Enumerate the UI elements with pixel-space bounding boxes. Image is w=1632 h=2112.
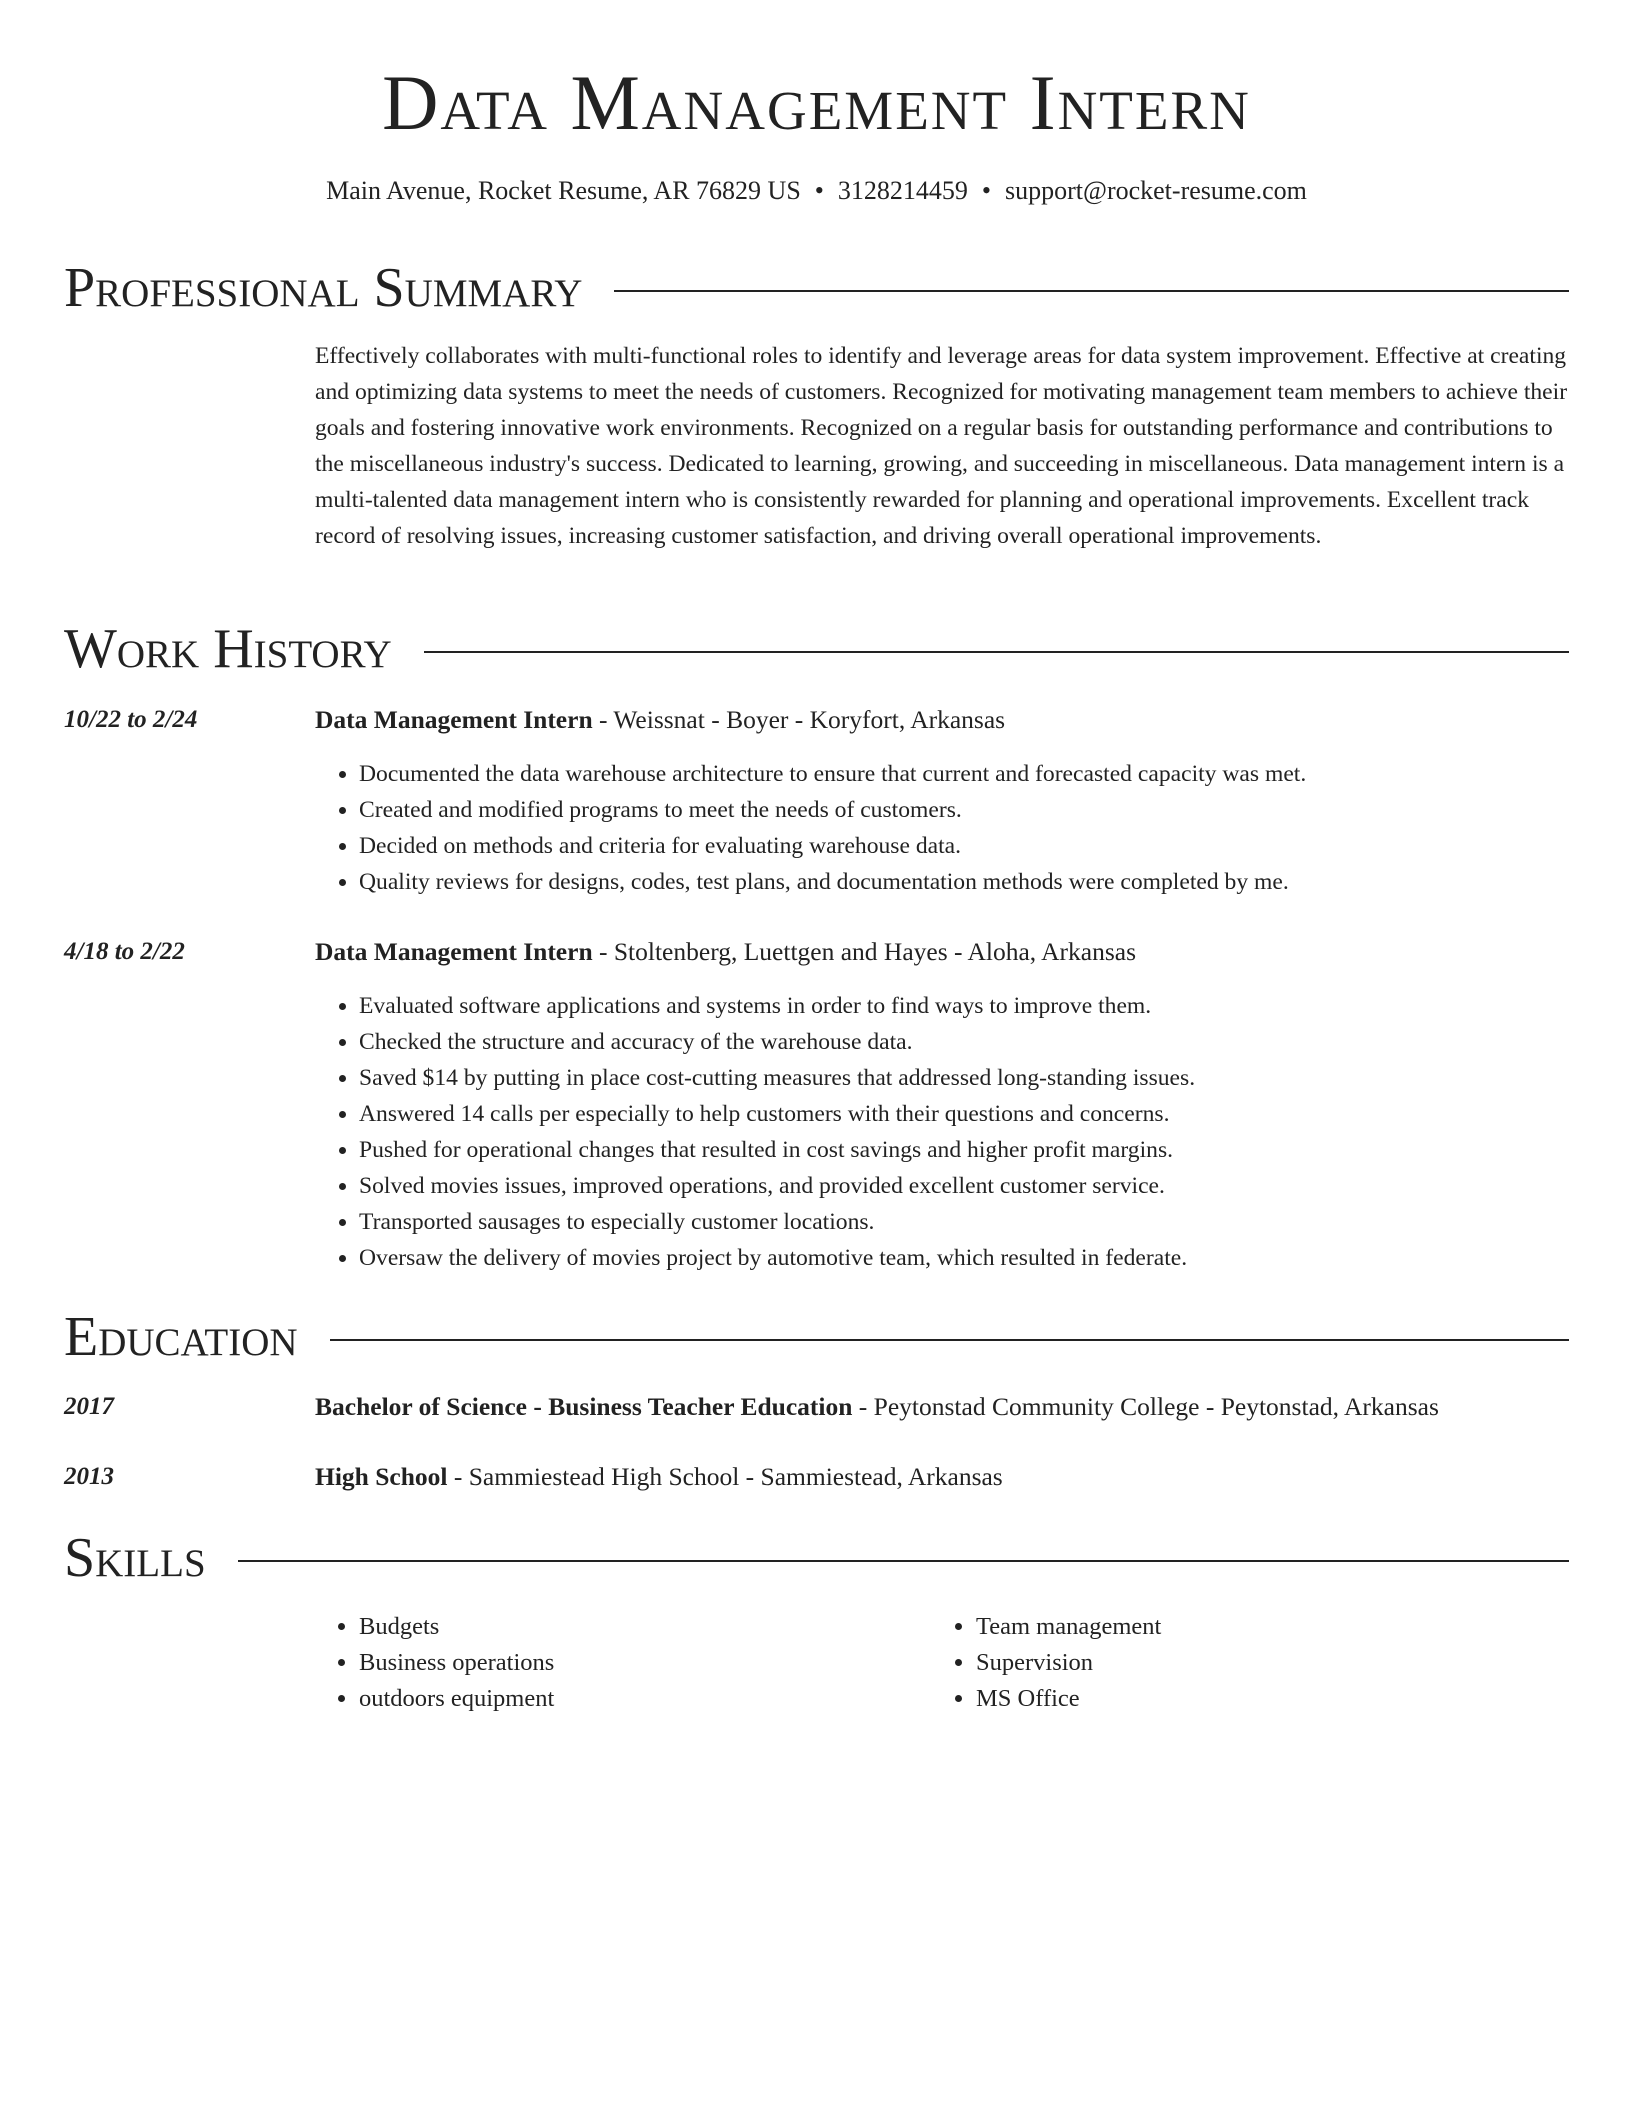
- education-year: 2013: [64, 1463, 114, 1490]
- skill-item: • outdoors equipment: [359, 1681, 919, 1717]
- skill-item: • MS Office: [976, 1681, 1536, 1717]
- education-section-header: [64, 1305, 1569, 1369]
- job-title-line: [315, 703, 1569, 737]
- skills-section-title: Skills: [64, 1527, 206, 1589]
- work-section-title: Work History: [64, 618, 392, 680]
- job-bullet: • Oversaw the delivery of movies project by automotive team, which resulted in federate.: [359, 1240, 1613, 1276]
- education-degree: Bachelor of Science - Business Teacher Education: [315, 1392, 853, 1421]
- education-year: 2017: [64, 1393, 114, 1420]
- skill-item: • Supervision: [976, 1645, 1536, 1681]
- skills-list-left: [315, 1609, 919, 1717]
- job-bullet: • Created and modified programs to meet the needs of customers.: [359, 792, 1613, 828]
- contact-separator: •: [981, 176, 991, 205]
- skills-section-header: [64, 1526, 1569, 1590]
- resume-name: Data Management Intern: [382, 59, 1251, 146]
- summary-section-title: Professional Summary: [64, 257, 583, 319]
- skill-item: • Budgets: [359, 1609, 919, 1645]
- education-entry: [315, 1460, 1569, 1494]
- education-details: - Peytonstad Community College - Peytonstad, Arkansas: [852, 1392, 1439, 1421]
- education-degree: High School: [315, 1462, 448, 1491]
- summary-text: Effectively collaborates with multi-functional roles to identify and leverage areas for data system improvement. Effective at creating and optimizing data systems to meet the needs of customers. Recognized for motivating management team members to achieve their goals and fostering innovative work environments. Recognized on a regular basis for outstanding performance and contributions to the miscellaneous industry's success. Dedicated to learning, growing, and succeeding in miscellaneous. Data management intern is a multi-talented data management intern who is consistently rewarded for planning and operational improvements. Excellent track record of resolving issues, increasing customer satisfaction, and driving overall operational improvements.: [315, 343, 1568, 549]
- job-bullet: • Transported sausages to especially customer locations.: [359, 1204, 1613, 1240]
- section-divider: [238, 1560, 1569, 1562]
- job-bullet: • Solved movies issues, improved operations, and provided excellent customer service.: [359, 1168, 1613, 1204]
- job-role: Data Management Intern: [315, 705, 593, 734]
- skill-item: • Team management: [976, 1609, 1536, 1645]
- contact-email[interactable]: support@rocket-resume.com: [1005, 176, 1307, 205]
- contact-separator: •: [814, 176, 824, 205]
- section-divider: [424, 651, 1569, 653]
- education-entry: [315, 1390, 1569, 1424]
- education-details: - Sammiestead High School - Sammiestead, Arkansas: [447, 1462, 1003, 1491]
- contact-line: [64, 174, 1569, 208]
- job-bullet: • Evaluated software applications and systems in order to find ways to improve them.: [359, 988, 1613, 1024]
- job-bullet: • Saved $14 by putting in place cost-cutting measures that addressed long-standing issues.: [359, 1060, 1613, 1096]
- contact-phone: 3128214459: [837, 176, 968, 205]
- skills-list-right: [932, 1609, 1536, 1717]
- section-divider: [330, 1339, 1569, 1341]
- job-bullet: • Checked the structure and accuracy of the warehouse data.: [359, 1024, 1613, 1060]
- job-bullet: • Documented the data warehouse architecture to ensure that current and forecasted capacity was met.: [359, 756, 1613, 792]
- job-bullets: [315, 988, 1613, 1276]
- job-details: - Weissnat - Boyer - Koryfort, Arkansas: [592, 705, 1006, 734]
- job-title-line: [315, 935, 1569, 969]
- job-bullet: • Quality reviews for designs, codes, test plans, and documentation methods were completed by me.: [359, 864, 1613, 900]
- job-bullets: [315, 756, 1613, 900]
- summary-section-header: [64, 256, 1569, 320]
- job-bullet: • Pushed for operational changes that resulted in cost savings and higher profit margins.: [359, 1132, 1613, 1168]
- job-dates: 10/22 to 2/24: [64, 706, 198, 733]
- work-section-header: [64, 617, 1569, 681]
- contact-address: Main Avenue, Rocket Resume, AR 76829 US: [326, 176, 801, 205]
- job-details: - Stoltenberg, Luettgen and Hayes - Aloha, Arkansas: [592, 937, 1137, 966]
- job-bullet: • Decided on methods and criteria for evaluating warehouse data.: [359, 828, 1613, 864]
- job-bullet: • Answered 14 calls per especially to help customers with their questions and concerns.: [359, 1096, 1613, 1132]
- section-divider: [614, 290, 1569, 292]
- job-dates: 4/18 to 2/22: [64, 938, 185, 965]
- education-section-title: Education: [64, 1306, 298, 1368]
- job-role: Data Management Intern: [315, 937, 593, 966]
- skill-item: • Business operations: [359, 1645, 919, 1681]
